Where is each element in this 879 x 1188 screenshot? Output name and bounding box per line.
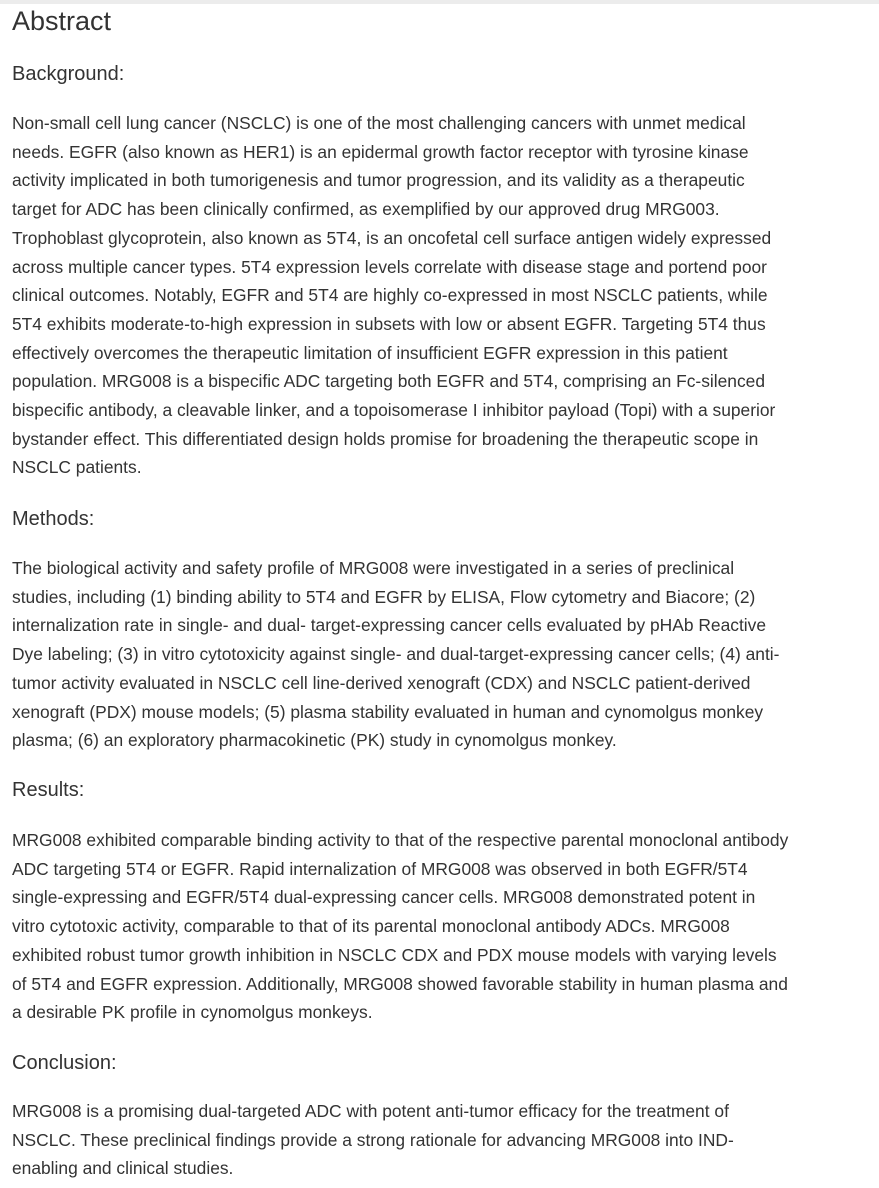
- text-line: NSCLC patients.: [12, 457, 142, 478]
- text-line: Non-small cell lung cancer (NSCLC) is one of the most challenging cancers with unmet medical: [12, 113, 746, 133]
- section-body-results: [12, 826, 874, 1027]
- text-line: NSCLC. These preclinical findings provide a strong rationale for advancing MRG008 into IND-: [12, 1129, 734, 1150]
- text-line: population. MRG008 is a bispecific ADC targeting both EGFR and 5T4, comprising an Fc-silenced: [12, 371, 765, 392]
- text-line: The biological activity and safety profile of MRG008 were investigated in a series of preclinical: [12, 558, 735, 578]
- text-line: target for ADC has been clinically confirmed, as exemplified by our approved drug MRG003.: [12, 199, 720, 220]
- text-line: across multiple cancer types. 5T4 expression levels correlate with disease stage and portend poor: [12, 256, 767, 277]
- text-line: bystander effect. This differentiated design holds promise for broadening the therapeutic scope in: [12, 428, 759, 449]
- text-line: MRG008 exhibited comparable binding activity to that of the respective parental monoclonal antibody: [12, 830, 789, 850]
- text-line: tumor activity evaluated in NSCLC cell line-derived xenograft (CDX) and NSCLC patient-derived: [12, 672, 751, 693]
- section-body-background: [12, 109, 874, 482]
- text-line: enabling and clinical studies.: [12, 1158, 234, 1179]
- section-body-methods: [12, 554, 874, 755]
- text-line: Trophoblast glycoprotein, also known as 5T4, is an oncofetal cell surface antigen widely expressed: [12, 227, 772, 248]
- text-line: xenograft (PDX) mouse models; (5) plasma stability evaluated in human and cynomolgus monkey: [12, 701, 764, 722]
- text-line: internalization rate in single- and dual- target-expressing cancer cells evaluated by pHAb Reactive: [12, 615, 767, 636]
- text-line: clinical outcomes. Notably, EGFR and 5T4 are highly co-expressed in most NSCLC patients, while: [12, 285, 768, 306]
- text-line: Dye labeling; (3) in vitro cytotoxicity against single- and dual-target-expressing cancer cells; (4) anti-: [12, 644, 780, 665]
- top-divider: [0, 0, 879, 4]
- text-line: effectively overcomes the therapeutic limitation of insufficient EGFR expression in this patient: [12, 342, 728, 363]
- text-line: a desirable PK profile in cynomolgus monkeys.: [12, 1002, 373, 1023]
- section-heading-results: Results:: [12, 779, 85, 801]
- text-line: of 5T4 and EGFR expression. Additionally, MRG008 showed favorable stability in human plasma and: [12, 973, 788, 994]
- text-line: vitro cytotoxic activity, comparable to that of its parental monoclonal antibody ADCs. MRG008: [12, 916, 730, 937]
- text-line: ADC targeting 5T4 or EGFR. Rapid internalization of MRG008 was observed in both EGFR/5T4: [12, 858, 748, 879]
- text-line: MRG008 is a promising dual-targeted ADC with potent anti-tumor efficacy for the treatment of: [12, 1101, 729, 1121]
- text-line: exhibited robust tumor growth inhibition in NSCLC CDX and PDX mouse models with varying levels: [12, 944, 777, 965]
- section-heading-conclusion: Conclusion:: [12, 1052, 117, 1074]
- text-line: bispecific antibody, a cleavable linker, and a topoisomerase I inhibitor payload (Topi) with a superior: [12, 400, 776, 421]
- section-heading-methods: Methods:: [12, 508, 95, 530]
- section-heading-background: Background:: [12, 63, 125, 85]
- page-title: Abstract: [12, 6, 112, 36]
- text-line: studies, including (1) binding ability to 5T4 and EGFR by ELISA, Flow cytometry and Biacore; (2): [12, 586, 756, 607]
- text-line: needs. EGFR (also known as HER1) is an epidermal growth factor receptor with tyrosine kinase: [12, 141, 749, 162]
- text-line: activity implicated in both tumorigenesis and tumor progression, and its validity as a therapeutic: [12, 170, 745, 191]
- text-line: single-expressing and EGFR/5T4 dual-expressing cancer cells. MRG008 demonstrated potent in: [12, 887, 756, 908]
- text-line: 5T4 exhibits moderate-to-high expression in subsets with low or absent EGFR. Targeting 5T4 thus: [12, 313, 766, 334]
- section-body-conclusion: [12, 1097, 874, 1183]
- text-line: plasma; (6) an exploratory pharmacokinetic (PK) study in cynomolgus monkey.: [12, 730, 617, 751]
